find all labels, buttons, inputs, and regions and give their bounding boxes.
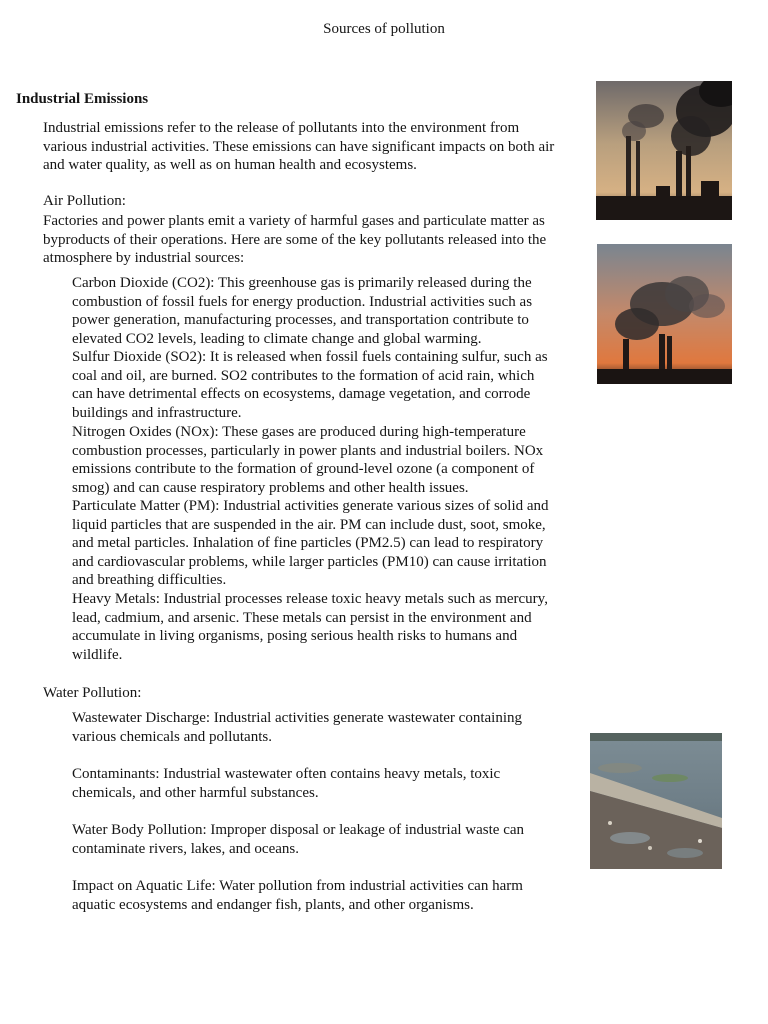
air-item-co2: Carbon Dioxide (CO2): This greenhouse gas is primarily released during the combustion of fossil fuels for energy production. Industrial activities such as power generation, manufacturing processes, and transportation contribute to elevated CO2 levels, leading to climate change and global warming. xyxy=(72,275,533,347)
factory-sunset-photo xyxy=(597,244,732,384)
air-item-pm: Particulate Matter (PM): Industrial activities generate various sizes of solid and liquid particles that are suspended in the air. PM can include dust, soot, smoke, and metal particles. Inhalation of fine particles (PM2.5) can lead to respiratory and cardiovascular problems, while larger particles (PM10) can cause irritation and breathing difficulties. xyxy=(72,498,549,589)
water-item-wastewater: Wastewater Discharge: Industrial activities generate wastewater containing various chemicals and pollutants. xyxy=(72,710,522,745)
section-heading: Industrial Emissions xyxy=(16,91,149,107)
water-item-water-body: Water Body Pollution: Improper disposal or leakage of industrial waste can contaminate rivers, lakes, and oceans. xyxy=(72,822,525,857)
air-item-nox: Nitrogen Oxides (NOx): These gases are produced during high-temperature combustion processes, particularly in power plants and industrial boilers. NOx emissions contribute to the formation of ground-level ozone (a component of smog) and can cause respiratory problems and other health issues. xyxy=(72,424,544,496)
water-pollution-label: Water Pollution: xyxy=(43,685,142,701)
factory-smoke-photo xyxy=(596,81,732,220)
water-item-aquatic-life: Impact on Aquatic Life: Water pollution from industrial activities can harm aquatic ecosystems and endanger fish, plants, and other organisms. xyxy=(72,878,523,913)
document-title: Sources of pollution xyxy=(323,21,445,37)
water-item-contaminants: Contaminants: Industrial wastewater often contains heavy metals, toxic chemicals, and other harmful substances. xyxy=(72,766,501,801)
intro-paragraph: Industrial emissions refer to the release of pollutants into the environment from various industrial activities. These emissions can have significant impacts on both air and water quality, as well as on human health and ecosystems. xyxy=(43,120,555,174)
air-item-heavy-metals: Heavy Metals: Industrial processes release toxic heavy metals such as mercury, lead, cadmium, and arsenic. These metals can persist in the environment and accumulate in living organisms, posing serious health risks to humans and wildlife. xyxy=(72,591,548,663)
air-item-so2: Sulfur Dioxide (SO2): It is released when fossil fuels containing sulfur, such as coal and oil, are burned. SO2 contributes to the formation of acid rain, which can have detrimental effects on ecosystems, damage vegetation, and corrode buildings and infrastructure. xyxy=(72,349,548,421)
air-pollution-label: Air Pollution: xyxy=(43,193,126,209)
polluted-water-photo xyxy=(590,733,722,869)
air-pollution-intro: Factories and power plants emit a variety of harmful gases and particulate matter as byproducts of their operations. Here are some of the key pollutants released into the atmosphere by industrial sources: xyxy=(43,213,547,267)
